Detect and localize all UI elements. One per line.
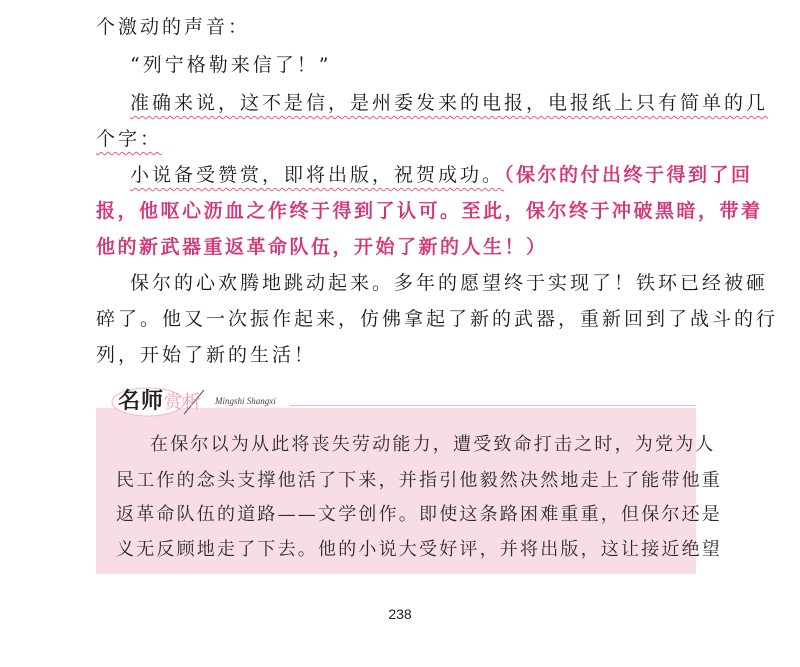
text-line-underlined: 个字： [96,128,163,150]
analysis-title [118,384,202,415]
text-line [130,162,753,188]
annotation-note: （保尔的付出终于得到了回 [504,164,753,186]
analysis-subtitle: Mingshi Shangxi [215,396,276,406]
text-line: 碎了。他又一次振作起来，仿佛拿起了新的武器，重新回到了战斗的行 [96,308,779,330]
annotation-note: 报，他呕心沥血之作终于得到了认可。至此，保尔终于冲破黑暗，带着 [96,200,763,222]
divider [290,405,696,406]
analysis-line: 返革命队伍的道路——文学创作。即使这条路困难重重，但保尔还是 [116,504,722,525]
analysis-title-main: 名师 [118,388,165,414]
analysis-line: 民工作的念头支撑他活了下来，并指引他毅然决然地走上了能带他重 [116,470,722,491]
analysis-title-light: 赏析 [164,392,203,413]
analysis-line: 义无反顾地走了下去。他的小说大受好评，并将出版，这让接近绝望 [116,539,722,560]
analysis-line: 在保尔以为从此将丧失劳动能力，遭受致命打击之时，为党为人 [150,434,716,455]
text-line-underlined: 准确来说，这不是信，是州委发来的电报，电报纸上只有简单的几 [130,92,769,114]
annotation-note: 他的新武器重返革命队伍，开始了新的人生！） [96,236,548,258]
text-line: 个激动的声音： [96,16,251,38]
telegram-text: 小说备受赞赏，即将出版，祝贺成功。 [130,164,505,186]
text-line: 列，开始了新的生活！ [96,344,317,366]
text-line: 保尔的心欢腾地跳动起来。多年的愿望终于实现了！铁环已经被砸 [130,272,769,294]
text-line: “列宁格勒来信了！” [130,54,332,76]
page-number: 238 [388,606,412,622]
